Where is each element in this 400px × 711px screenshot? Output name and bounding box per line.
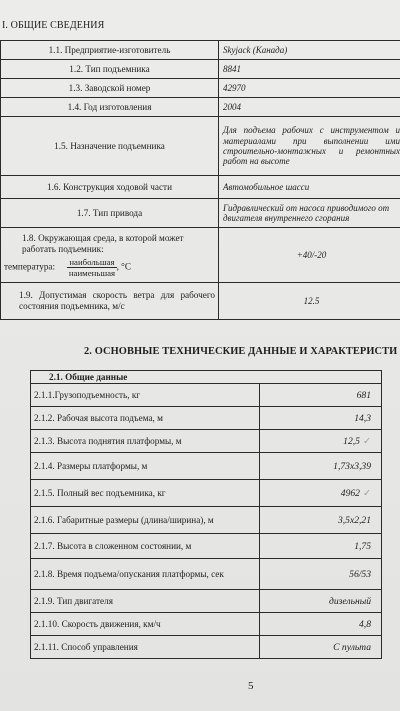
table-row xyxy=(31,534,382,559)
row-value: 42970 xyxy=(219,79,400,98)
table-row xyxy=(1,228,400,283)
table-row xyxy=(1,79,400,98)
table-row xyxy=(31,613,382,636)
env-label-cell xyxy=(1,228,219,283)
temp-label: температура: xyxy=(4,261,56,272)
table-row xyxy=(1,117,400,176)
page-number: 5 xyxy=(248,680,254,692)
row-value: 4,8 xyxy=(260,613,382,636)
row-value: С пульта xyxy=(260,636,382,659)
general-info-table xyxy=(0,40,400,320)
table-row xyxy=(31,559,382,590)
row-label: 1.3. Заводской номер xyxy=(1,79,219,98)
row-value: дизельный xyxy=(260,590,382,613)
table-row xyxy=(1,199,400,228)
row-label: 2.1.7. Высота в сложенном состоянии, м xyxy=(31,534,260,559)
row-value: 681 xyxy=(260,384,382,407)
table-row xyxy=(1,98,400,117)
row-label: 1.6. Конструкция ходовой части xyxy=(1,176,219,199)
table-row xyxy=(1,60,400,79)
row-value: 12,5 xyxy=(343,435,360,447)
row-value: 8841 xyxy=(219,60,400,79)
row-label: 2.1.10. Скорость движения, км/ч xyxy=(31,613,260,636)
temp-min-label: наименьшая xyxy=(68,267,116,278)
section-2-heading: 2. ОСНОВНЫЕ ТЕХНИЧЕСКИЕ ДАННЫЕ И ХАРАКТЕРИСТИ xyxy=(84,346,398,357)
row-label: 1.2. Тип подъемника xyxy=(1,60,219,79)
row-value: Гидравлический от насоса приводимого от двигателя внутреннего сгорания xyxy=(219,199,400,228)
row-label: 2.1.5. Полный вес подъемника, кг xyxy=(31,480,260,507)
env-label: 1.8. Окружающая среда, в которой может работать подъемник: xyxy=(22,232,184,254)
table-subheader-row xyxy=(31,371,382,384)
row-value-cell xyxy=(260,480,382,507)
row-value: 1,75 xyxy=(260,534,382,559)
row-label: 1.7. Тип привода xyxy=(1,199,219,228)
row-value: 1,73x3,39 xyxy=(260,453,382,480)
subheading: 2.1. Общие данные xyxy=(31,371,382,384)
table-row xyxy=(1,283,400,320)
check-mark-icon: ✓ xyxy=(362,435,371,447)
row-label: 2.1.1.Грузоподъемность, кг xyxy=(31,384,260,407)
row-label: 1.5. Назначение подъемника xyxy=(1,117,219,176)
tech-data-table xyxy=(30,370,382,659)
table-row xyxy=(1,41,400,60)
row-value: 14,3 xyxy=(260,407,382,430)
table-row xyxy=(31,407,382,430)
row-value: 56/53 xyxy=(260,559,382,590)
row-label: 2.1.9. Тип двигателя xyxy=(31,590,260,613)
temp-unit: , °С xyxy=(116,261,131,272)
row-value: 12.5 xyxy=(219,283,400,320)
table-row xyxy=(31,636,382,659)
row-label: 1.4. Год изготовления xyxy=(1,98,219,117)
row-label: 2.1.8. Время подъема/опускания платформы, сек xyxy=(31,559,260,590)
row-label: 2.1.4. Размеры платформы, м xyxy=(31,453,260,480)
row-label: 1.9. Допустимая скорость ветра для рабочего состояния подъемника, м/с xyxy=(1,283,219,320)
row-label: 2.1.3. Высота поднятия платформы, м xyxy=(31,430,260,453)
row-value: 4962 xyxy=(340,487,360,499)
temp-max-label: наибольшая xyxy=(69,256,115,267)
row-value-cell xyxy=(260,430,382,453)
row-value: Автомобильное шасси xyxy=(219,176,400,199)
table-row xyxy=(1,176,400,199)
table-row xyxy=(31,480,382,507)
table-row xyxy=(31,384,382,407)
row-label: 2.1.11. Способ управления xyxy=(31,636,260,659)
temperature-line xyxy=(4,257,215,278)
row-value: Skyjack (Канада) xyxy=(219,41,400,60)
table-row xyxy=(31,453,382,480)
row-value: 2004 xyxy=(219,98,400,117)
row-value: +40/-20 xyxy=(219,228,400,283)
check-mark-icon: ✓ xyxy=(362,487,371,499)
row-label: 1.1. Предприятие-изготовитель xyxy=(1,41,219,60)
row-value: 3,5x2,21 xyxy=(260,507,382,534)
temp-fraction xyxy=(67,257,116,278)
section-1-heading: I. ОБЩИЕ СВЕДЕНИЯ xyxy=(2,20,105,31)
table-row xyxy=(31,430,382,453)
row-value: Для подъема рабочих с инструментом и материалами при выполнении ими строительно-монтажных и ремонтных работ на высоте xyxy=(219,117,400,176)
table-row xyxy=(31,590,382,613)
table-row xyxy=(31,507,382,534)
row-label: 2.1.6. Габаритные размеры (длина/ширина), м xyxy=(31,507,260,534)
row-label: 2.1.2. Рабочая высота подъема, м xyxy=(31,407,260,430)
